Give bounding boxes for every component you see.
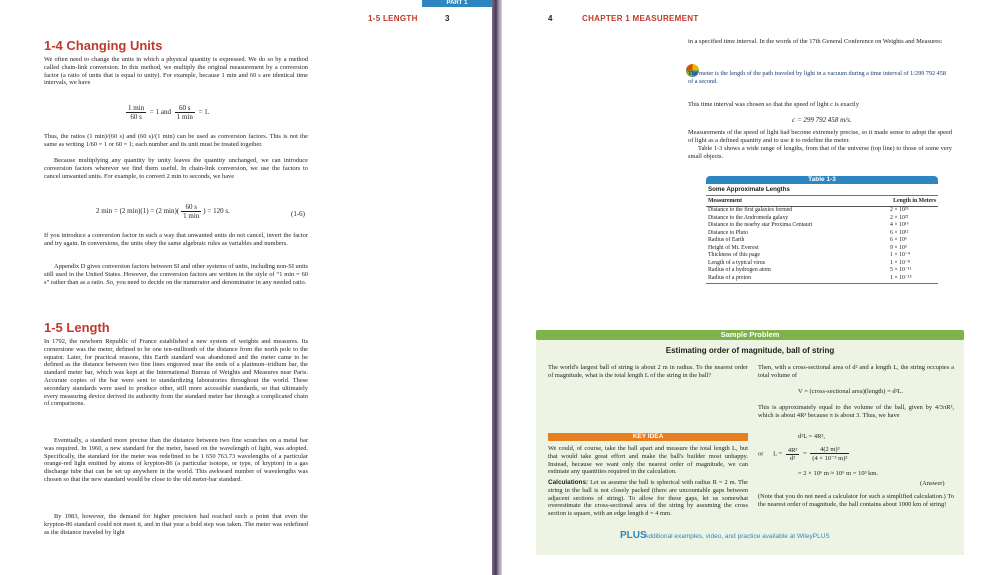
table-row <box>706 267 938 275</box>
paragraph: By 1983, however, the demand for higher precision had reached such a point that even the krypton-86 standard could not meet it, and in that year a bold step was taken. The meter was redefined as the distance traveled by light <box>44 513 308 536</box>
table-cell-length: 9 × 10³ <box>890 244 907 251</box>
paragraph: Then, with a cross-sectional area of d² and a length L, the string occupies a total volume of <box>758 364 954 379</box>
sample-problem-title: Estimating order of magnitude, ball of string <box>665 346 835 355</box>
table-cell-length: 6 × 10⁶ <box>890 237 907 243</box>
equation-length: or L = $\frac{\text{4R³}}{\text{d²}}$ = $\frac{\text{4(2 m)³}}{\text{(4 × 10⁻³ m)²}}$ <box>758 446 848 462</box>
table-cell-length: 1 × 10⁻¹⁵ <box>890 274 912 281</box>
paragraph: We could, of course, take the ball apart and measure the total length L, but that would take great effort and make the ball's builder most unhappy. Instead, because we want only the nearest order of magnitude, we can estimate any quantities required in the calculation. <box>548 445 748 476</box>
paragraph: This is approximately equal to the volume of the ball, given by 4/3πR³, which is about 4R³ because π is about 3. Thus, we have <box>758 404 954 419</box>
running-header-left: 1-5 LENGTH <box>368 14 418 23</box>
paragraph: Table 1-3 shows a wide range of lengths, from that of the universe (top line) to those of some very small objects. <box>688 145 952 160</box>
table-cell-measurement: Distance to the Andromeda galaxy <box>708 214 789 221</box>
paragraph: (Note that you do not need a calculator for such a simplified calculation.) To the nearest order of magnitude, the ball contains about 1000 km of string! <box>758 493 954 508</box>
table-subtitle: Some Approximate Lengths <box>706 184 938 196</box>
table-approximate-lengths <box>706 176 938 284</box>
table-header <box>706 196 938 207</box>
table-cell-measurement: Radius of Earth <box>708 237 745 243</box>
table-row <box>706 245 938 253</box>
running-header-right: CHAPTER 1 MEASUREMENT <box>582 14 699 23</box>
calculations-label: Calculations: <box>548 479 589 486</box>
table-cell-length: 1 × 10⁻⁴ <box>890 252 910 258</box>
table-row <box>706 237 938 245</box>
left-page <box>0 0 492 575</box>
equation-conversion-unity: $\frac{1 \min}{60 s}$ = 1 and $\frac{60 s}{1 \min}$ = 1. <box>128 104 210 121</box>
wileyplus-link[interactable]: Additional examples, video, and practice available at WileyPLUS <box>644 533 830 540</box>
equation-result: = 2 × 10⁶ m ≈ 10⁶ m = 10³ km. <box>798 470 879 477</box>
equation-speed-of-light: c = 299 792 458 m/s. <box>792 116 852 124</box>
paragraph: In 1792, the newborn Republic of France established a new system of weights and measures. Its cornerstone was the meter, defined to be one ten-millionth of the distance from the north pole to the equator. Later, for practical reasons, this Earth standard was abandoned and the meter came to be defined as the distance between two fine lines engraved near the ends of a platinum–iridium bar, the standard meter bar, which was kept at the International Bureau of Weights and Measures near Paris. Accurate copies of the bar were sent to standardizing laboratories throughout the world. These secondary standards were used to produce other, still more accessible standards, so that ultimately every measuring device derived its authority from the standard meter bar through a complicated chain of comparisons. <box>44 338 308 408</box>
table-cell-length: 1 × 10⁻⁸ <box>890 259 910 266</box>
calculations-paragraph: Calculations: Let us assume the ball is spherical with radius R = 2 m. The string in the ball is not closely packed (there are uncountable gaps between adjacent sections of string). To allow for these gaps, let us somewhat overestimate the cross-sectional area of the string by assuming the cross section is square, with an edge length d = 4 mm. <box>548 479 748 518</box>
paragraph: This time interval was chosen so that the speed of light c is exactly <box>688 101 859 108</box>
table-cell-length: 5 × 10⁻¹¹ <box>890 267 912 273</box>
table-cell-measurement: Radius of a hydrogen atom <box>708 267 771 273</box>
equation-d2l: d²L = 4R³, <box>798 433 826 440</box>
table-cell-measurement: Distance to the first galaxies formed <box>708 207 793 213</box>
paragraph: in a specified time interval. In the words of the 17th General Conference on Weights and Measures: <box>688 38 943 45</box>
answer-label: (Answer) <box>920 480 945 487</box>
paragraph: Because multiplying any quantity by unity leaves the quantity unchanged, we can introduce conversion factors wherever we find them useful. In chain-link conversion, we use the factors to cancel unwanted units. For example, to convert 2 min to seconds, we have <box>44 157 308 180</box>
paragraph: Thus, the ratios (1 min)/(60 s) and (60 s)/(1 min) can be used as conversion factors. This is not the same as writing 1/60 = 1 or 60 = 1; each number and its unit must be treated together. <box>44 133 308 148</box>
table-row <box>706 252 938 260</box>
table-row <box>706 230 938 238</box>
paragraph: Eventually, a standard more precise than the distance between two fine scratches on a metal bar was required. In 1960, a new standard for the meter, based on the wavelength of light, was adopted. Specifically, the standard for the meter was redefined to be 1 650 763.73 wavelengths of a particular orange-red light emitted by atoms of krypton-86 (a particular isotope, or type, of krypton) in a gas discharge tube that can be set up anywhere in the world. This awkward number of wavelengths was chosen so that the new standard would be close to the old meter-bar standard. <box>44 437 308 483</box>
table-title: Table 1-3 <box>706 176 938 184</box>
book-spine <box>492 0 502 575</box>
key-idea-bar: KEY IDEA <box>548 433 748 441</box>
equation-volume: V = (cross-sectional area)(length) = d²L. <box>798 388 904 395</box>
table-cell-measurement: Thickness of this page <box>708 252 760 258</box>
table-row <box>706 275 938 283</box>
part-tag: PART 1 <box>422 0 492 7</box>
paragraph: If you introduce a conversion factor in such a way that unwanted units do not cancel, invert the factor and try again. In conversions, the units obey the same algebraic rules as variables and numbers. <box>44 232 308 247</box>
table-row <box>706 207 938 215</box>
table-row <box>706 260 938 268</box>
wileyplus-logo: PLUS <box>620 530 647 541</box>
table-cell-length: 2 × 10²² <box>890 214 909 221</box>
table-row <box>706 215 938 223</box>
table-cell-length: 6 × 10¹² <box>890 229 909 236</box>
table-cell-measurement: Height of Mt. Everest <box>708 244 759 251</box>
equation-1-6: 2 min = (2 min)(1) = (2 min)( $\frac{60 s}{1 \min}$ ) = 120 s. <box>96 203 230 220</box>
table-row <box>706 222 938 230</box>
table-cell-measurement: Radius of a proton <box>708 274 751 281</box>
paragraph: Appendix D gives conversion factors between SI and other systems of units, including non-SI units still used in the United States. However, the conversion factors are written in the style of “1 min = 60 s” rather than as a ratio. So, you need to decide on the numerator and denominator in any needed ratio. <box>44 263 308 286</box>
column-header: Length in Meters <box>893 198 936 204</box>
right-page <box>502 0 1000 575</box>
section-title-length: 1-5 Length <box>44 320 110 335</box>
table-cell-measurement: Length of a typical virus <box>708 259 765 266</box>
table-cell-length: 4 × 10¹⁶ <box>890 222 909 228</box>
page-number-left: 3 <box>445 14 450 23</box>
sample-problem-bar: Sample Problem <box>536 330 964 340</box>
meter-definition: The meter is the length of the path traveled by light in a vacuum during a time interval of 1/299 792 458 of a second. <box>688 70 946 85</box>
column-header: Measurement <box>708 198 743 204</box>
equation-number: (1-6) <box>291 210 305 218</box>
sample-problem-box <box>536 330 964 555</box>
table-cell-measurement: Distance to the nearby star Proxima Centauri <box>708 222 813 228</box>
paragraph: We often need to change the units in which a physical quantity is expressed. We do so by a method called chain-link conversion. In this method, we multiply the original measurement by a conversion factor (a ratio of units that is equal to unity). For example, because 1 min and 60 s are identical time intervals, we have <box>44 56 308 87</box>
table-cell-length: 2 × 10²⁶ <box>890 207 909 213</box>
page-number-right: 4 <box>548 14 553 23</box>
section-title-changing-units: 1-4 Changing Units <box>44 38 163 53</box>
table-cell-measurement: Distance to Pluto <box>708 229 748 236</box>
paragraph: Measurements of the speed of light had become extremely precise, so it made sense to adopt the speed of light as a defined quantity and to use it to redefine the meter. <box>688 129 952 144</box>
paragraph: The world's largest ball of string is about 2 m in radius. To the nearest order of magnitude, what is the total length L of the string in the ball? <box>548 364 748 379</box>
